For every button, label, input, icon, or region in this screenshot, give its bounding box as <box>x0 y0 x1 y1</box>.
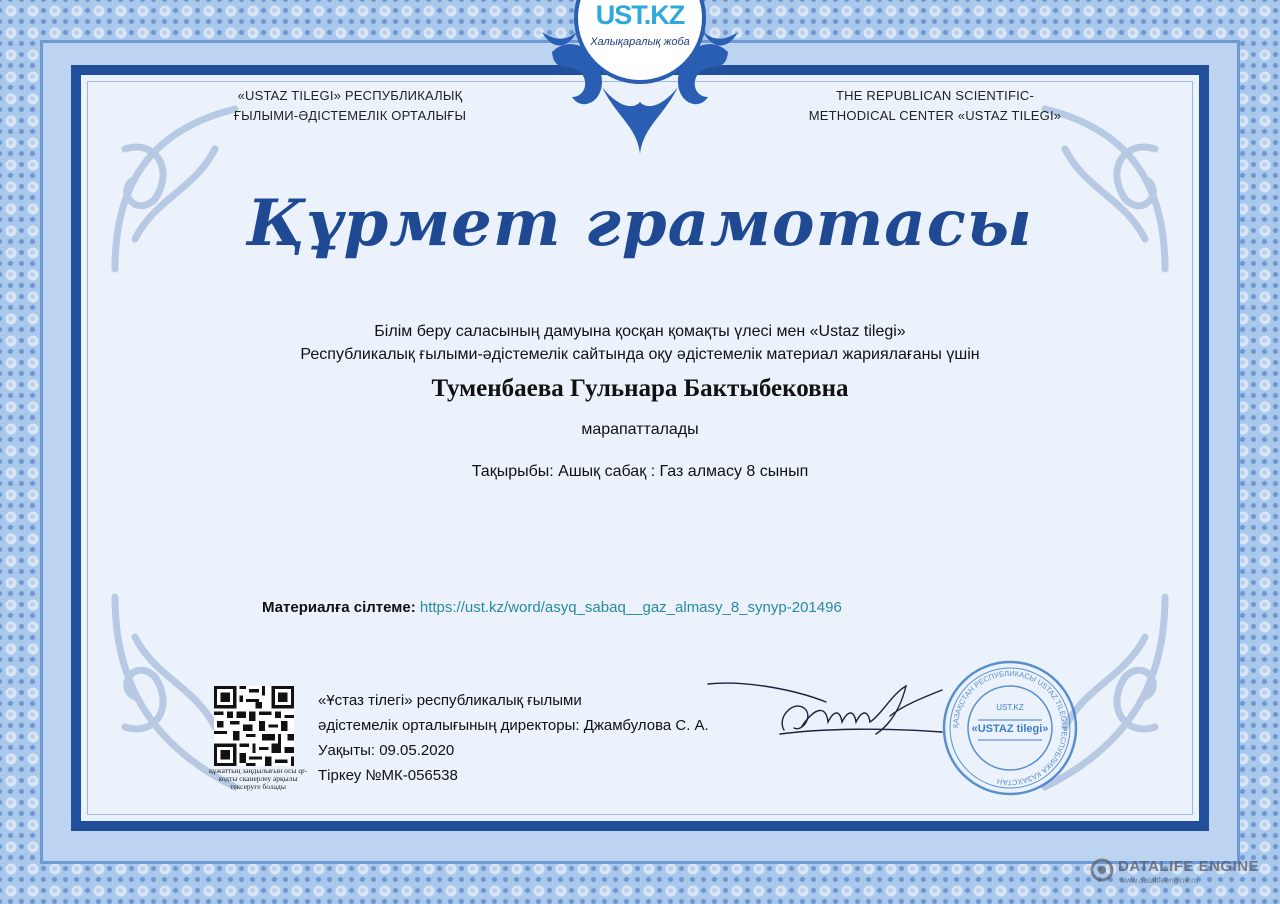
intro-text <box>190 320 1090 366</box>
watermark-subtext: www.datalifeengine.ru <box>1120 876 1199 885</box>
certificate-title: Құрмет грамотасы <box>247 186 1033 261</box>
header-left <box>205 86 495 126</box>
brand-logo <box>542 0 738 162</box>
director-block <box>318 688 709 788</box>
material-link-url[interactable]: https://ust.kz/word/asyq_sabaq__gaz_almasy_8_synyp-201496 <box>419 599 842 616</box>
awarded-text: марапатталады <box>581 421 699 438</box>
logo-tagline: Халықаралық жоба <box>590 36 690 48</box>
stamp-center: «USTAZ tilegi» <box>971 723 1049 735</box>
registration-number: Тіркеу №МК-056538 <box>318 767 458 784</box>
material-link-row <box>262 599 842 616</box>
header-left-line2: ҒЫЛЫМИ-ӘДІСТЕМЕЛІК ОРТАЛЫҒЫ <box>233 108 467 123</box>
director-line2: әдістемелік орталығының директоры: Джамбулова С. А. <box>318 717 709 734</box>
header-right-line2: METHODICAL CENTER «USTAZ TILEGI» <box>808 108 1062 123</box>
material-link-label: Материалға сілтеме: <box>262 599 416 616</box>
logo-brand: UST.KZ <box>595 0 685 30</box>
intro-line2: Республикалық ғылыми-әдістемелік сайтында оқу әдістемелік материал жариялағаны үшін <box>300 346 980 363</box>
official-stamp-icon <box>940 658 1080 798</box>
stamp-site: UST.KZ <box>996 703 1024 712</box>
intro-line1: Білім беру саласының дамуына қосқан қомақты үлесі мен «Ustaz tilegi» <box>374 323 906 340</box>
stamp-ring-text: ҚАЗАҚСТАН РЕСПУБЛИКАСЫ USTAZ TILEGI РЕСПУБЛИКА КАЗАХСТАН <box>950 668 1070 788</box>
header-right-line1: THE REPUBLICAN SCIENTIFIC- <box>835 88 1035 103</box>
director-line1: «Ұстаз тілегі» республикалық ғылыми <box>318 692 582 709</box>
watermark-logo-icon <box>1090 858 1114 882</box>
topic-text: Тақырыбы: Ашық сабақ : Газ алмасу 8 сынып <box>471 463 809 480</box>
qr-caption: құжаттың заңдылығын осы qr-кодты сканерлеу арқылы тексеруге болады <box>209 766 307 791</box>
header-left-line1: «USTAZ TILEGI» РЕСПУБЛИКАЛЫҚ <box>237 88 463 103</box>
recipient-name: Туменбаева Гульнара Бактыбековна <box>431 375 849 402</box>
signature-icon <box>706 676 946 748</box>
issue-date: Уақыты: 09.05.2020 <box>318 742 455 759</box>
watermark-text: DATALIFE ENGINE <box>1118 858 1260 875</box>
qr-code-icon[interactable] <box>214 686 294 766</box>
header-right <box>790 86 1080 126</box>
